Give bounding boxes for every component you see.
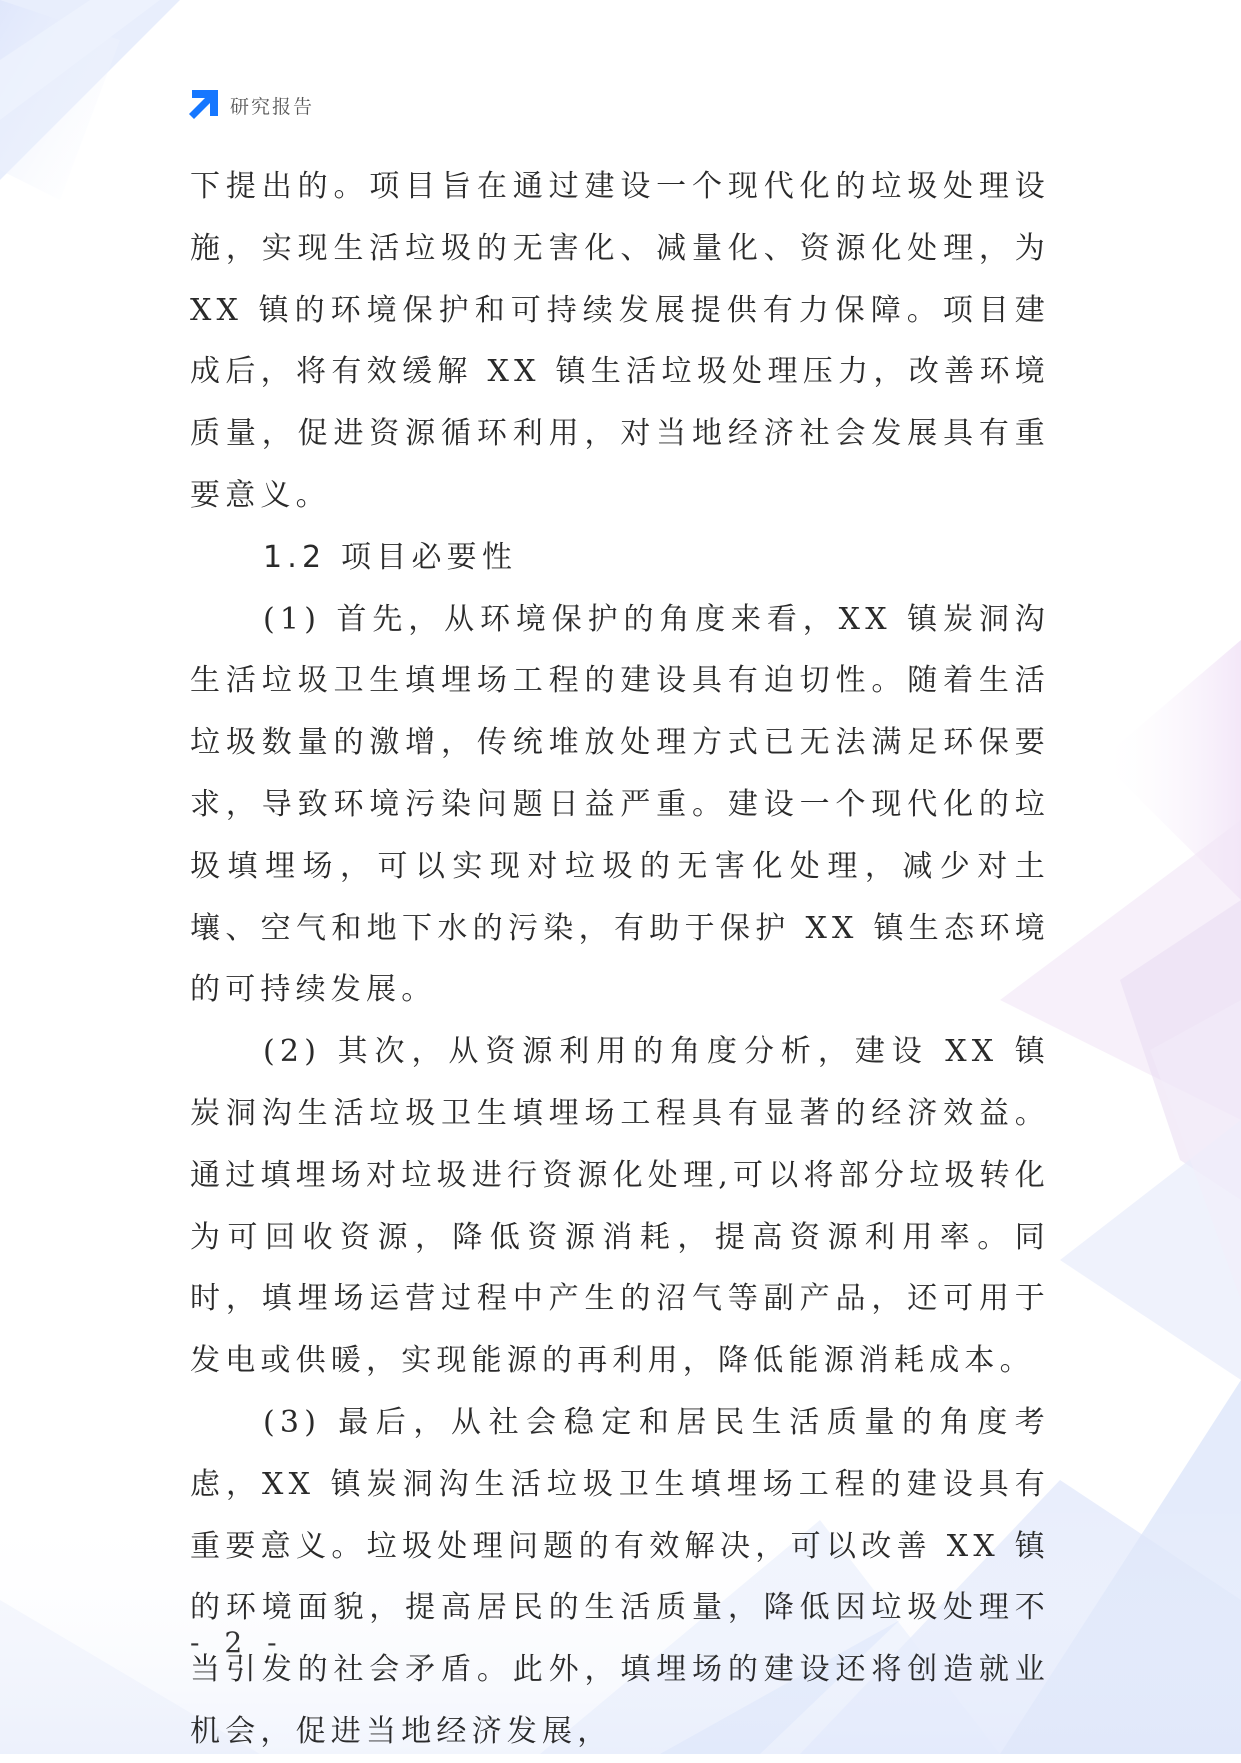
paragraph-resource: (2) 其次，从资源利用的角度分析，建设 XX 镇炭洞沟生活垃圾卫生填埋场工程具有显著的经济效益。通过填埋场对垃圾进行资源化处理,可以将部分垃圾转化为可回收资源，降低资源消耗，提高资源利用率。同时，填埋场运营过程中产生的沼气等副产品，还可用于发电或供暖，实现能源的再利用，降低能源消耗成本。 [190,1034,1050,1379]
paragraph-continuation: 下提出的。项目旨在通过建设一个现代化的垃圾处理设施，实现生活垃圾的无害化、减量化、资源化处理，为 XX 镇的环境保护和可持续发展提供有力保障。项目建成后，将有效缓解 XX 镇生活垃圾处理压力，改善环境质量，促进资源循环利用，对当地经济社会发展具有重要意义。 [190,169,1050,513]
paragraph-environmental: (1) 首先，从环境保护的角度来看，XX 镇炭洞沟生活垃圾卫生填埋场工程的建设具有迫切性。随着生活垃圾数量的激增，传统堆放处理方式已无法满足环保要求，导致环境污染问题日益严重。建设一个现代化的垃圾填埋场，可以实现对垃圾的无害化处理，减少对土壤、空气和地下水的污染，有助于保护 XX 镇生态环境的可持续发展。 [190,601,1050,1008]
header-title: 研究报告 [230,95,315,118]
document-header [186,88,314,122]
paragraph-social: (3) 最后，从社会稳定和居民生活质量的角度考虑，XX 镇炭洞沟生活垃圾卫生填埋场工程的建设具有重要意义。垃圾处理问题的有效解决，可以改善 XX 镇的环境面貌，提高居民的生活质量，降低因垃圾处理不当引发的社会矛盾。此外，填埋场的建设还将创造就业机会，促进当地经济发展， [190,1404,1050,1749]
page-number: - 2 - [190,1626,285,1659]
document-body [190,156,1050,1763]
arrow-up-right-icon [186,88,220,122]
section-heading: 1.2 项目必要性 [263,539,518,575]
